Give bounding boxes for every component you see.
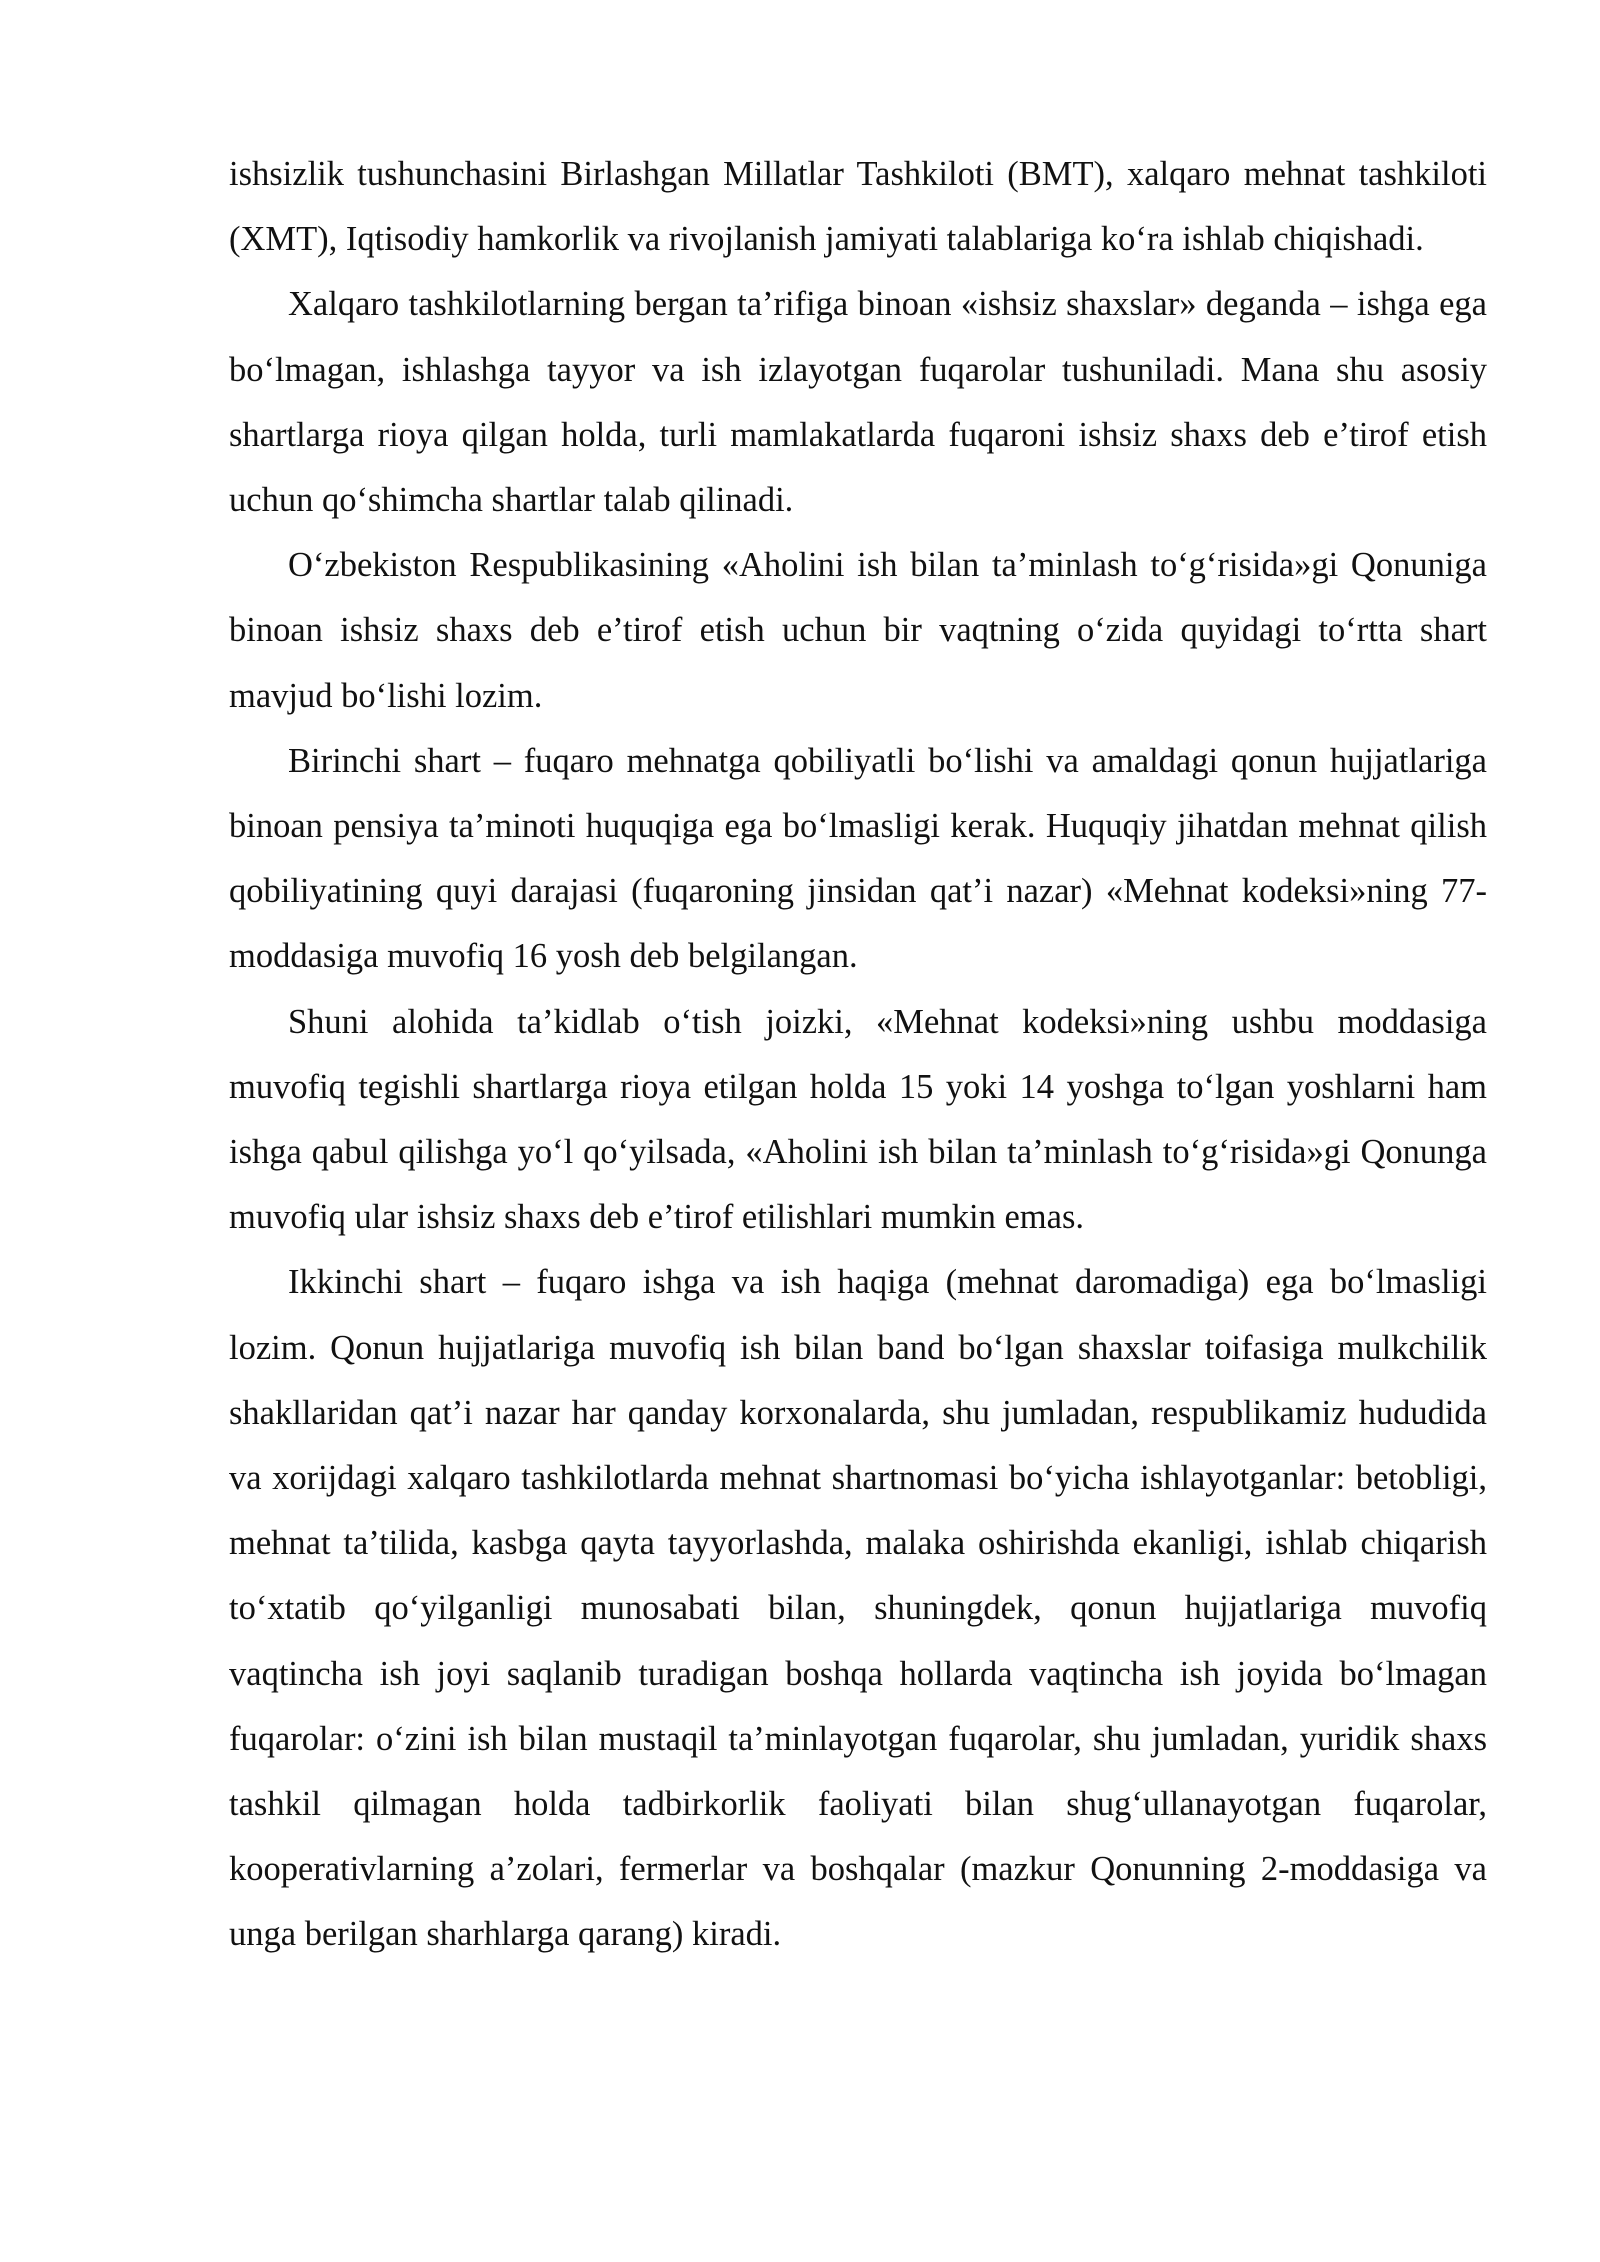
paragraph-first-condition: Birinchi shart – fuqaro mehnatga qobiliyatli bo‘lishi va amaldagi qonun hujjatlariga binoan pensiya ta’minoti huquqiga ega bo‘lmasligi kerak. Huquqiy jihatdan mehnat qilish qobiliyatining quyi darajasi (fuqaroning jinsidan qat’i nazar) «Mehnat kodeksi»ning 77-moddasiga muvofiq 16 yosh deb belgilangan. bbox=[229, 741, 1487, 976]
paragraph-second-condition: Ikkinchi shart – fuqaro ishga va ish haqiga (mehnat daromadiga) ega bo‘lmasligi lozim. Qonun hujjatlariga muvofiq ish bilan band bo‘lgan shaxslar toifasiga mulkchilik shakllaridan qat’i nazar har qanday korxonalarda, shu jumladan, respublikamiz hududida va xorijdagi xalqaro tashkilotlarda mehnat shartnomasi bo‘yicha ishlayotganlar: betobligi, mehnat ta’tilida, kasbga qayta tayyorlashda, malaka oshirishda ekanligi, ishlab chiqarish to‘xtatib qo‘yilganligi munosabati bilan, shuningdek, qonun hujjatlariga muvofiq vaqtincha ish joyi saqlanib turadigan boshqa hollarda vaqtincha ish joyida bo‘lmagan fuqarolar: o‘zini ish bilan mustaqil ta’minlayotgan fuqarolar, shu jumladan, yuridik shaxs tashkil qilmagan holda tadbirkorlik faoliyati bilan shug‘ullanayotgan fuqarolar, kooperativlarning a’zolari, fermerlar va boshqalar (mazkur Qonunning 2-moddasiga va unga berilgan sharhlarga qarang) kiradi. bbox=[229, 1263, 1487, 1954]
paragraph-uzbekistan-law: O‘zbekiston Respublikasining «Aholini ish bilan ta’minlash to‘g‘risida»gi Qonuniga binoan ishsiz shaxs deb e’tirof etish uchun bir vaqtning o‘zida quyidagi to‘rtta shart mavjud bo‘lishi lozim. bbox=[229, 546, 1487, 715]
paragraph-continuation: ishsizlik tushunchasini Birlashgan Millatlar Tashkiloti (BMT), xalqaro mehnat tashkiloti (XMT), Iqtisodiy hamkorlik va rivojlanish jamiyati talablariga ko‘ra ishlab chiqishadi. bbox=[229, 155, 1487, 259]
paragraph-international-definition: Xalqaro tashkilotlarning bergan ta’rifiga binoan «ishsiz shaxslar» deganda – ishga ega bo‘lmagan, ishlashga tayyor va ish izlayotgan fuqarolar tushuniladi. Mana shu asosiy shartlarga rioya qilgan holda, turli mamlakatlarda fuqaroni ishsiz shaxs deb e’tirof etish uchun qo‘shimcha shartlar talab qilinadi. bbox=[229, 285, 1487, 520]
paragraph-labor-code-note: Shuni alohida ta’kidlab o‘tish joizki, «Mehnat kodeksi»ning ushbu moddasiga muvofiq tegishli shartlarga rioya etilgan holda 15 yoki 14 yoshga to‘lgan yoshlarni ham ishga qabul qilishga yo‘l qo‘yilsada, «Aholini ish bilan ta’minlash to‘g‘risida»gi Qonunga muvofiq ular ishsiz shaxs deb e’tirof etilishlari mumkin emas. bbox=[229, 1002, 1487, 1237]
document-body bbox=[229, 142, 1487, 1968]
